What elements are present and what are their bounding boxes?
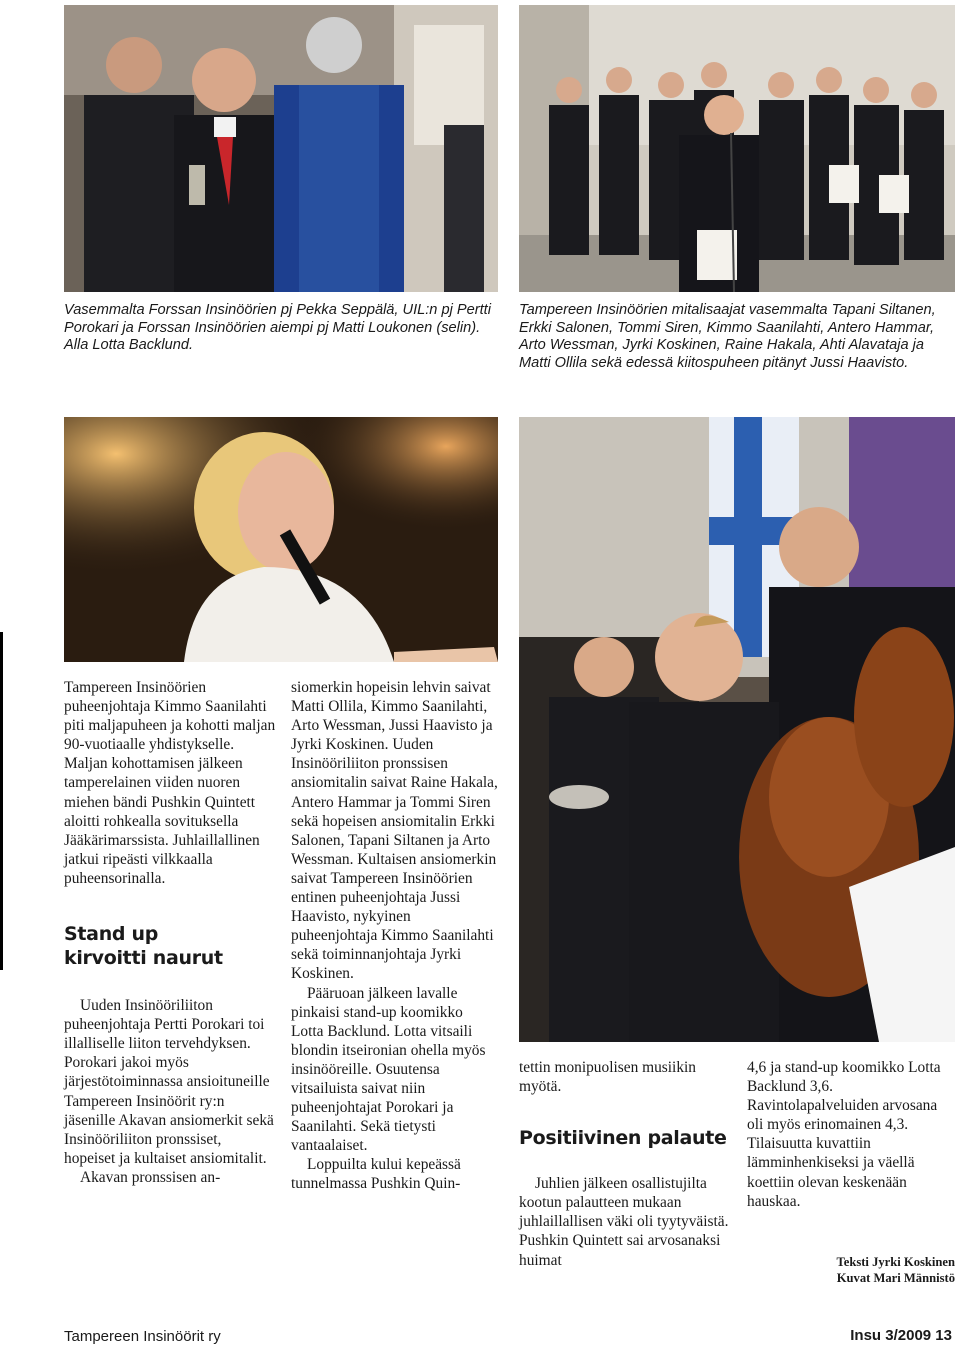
subheading-stand-up: Stand up kirvoitti naurut (64, 923, 223, 970)
article-column-4 (747, 1058, 955, 1211)
paragraph-evening: Loppuilta kului kepeässä tunnelmassa Pushkin Quin- (291, 1156, 461, 1193)
photo-reception (64, 5, 498, 292)
paragraph-standup: Pääruoan jälkeen lavalle pinkaisi stand-up koomikko Lotta Backlund. Lotta vitsaili blondin itseironian ohella myös insinööreille. Osuutensa vitsailuista saivat niin puheenjohtajat Porokari ja Saanilahti. Sekä tietysti vantaalaiset. (291, 984, 486, 1155)
credits (747, 1254, 955, 1286)
paragraph-medals: siomerkin hopeisin lehvin saivat Matti Ollila, Kimmo Saanilahti, Arto Wessman, Jussi Haavisto ja Jyrki Koskinen. Uuden Insinööriliiton pronssisen ansiomitalin saivat Raine Hakala, Antero Hammar ja Tommi Siren sekä hopeisen ansiomitalin Erkki Salonen, Tapani Siltanen ja Arto Wessman. Kultaisen ansiomerkin saivat Tampereen Insinöörien entinen puheenjohtaja Jussi Haavisto, nykyinen puheenjohtaja Kimmo Saanilahti sekä toiminnanjohtaja Jyrki Koskinen. (291, 679, 498, 983)
credit-photos: Kuvat Mari Männistö (836, 1271, 955, 1285)
article-column-1 (64, 678, 276, 1187)
subheading-feedback: Positiivinen palaute (519, 1127, 727, 1150)
footer-publisher: Tampereen Insinöörit ry (64, 1328, 221, 1345)
paragraph-feedback: Juhlien jälkeen osallistujilta kootun palautteen mukaan juhlaillallisen väki oli tyytyväistä. Pushkin Quintett sai arvosanaksi huimat (519, 1175, 729, 1269)
footer-issue-page: 3/2009 13 (885, 1327, 952, 1344)
paragraph-music: tettin monipuolisen musiikin myötä. (519, 1059, 696, 1096)
photo-speaker (64, 417, 498, 662)
paragraph-porokari: Uuden Insinööriliiton puheenjohtaja Pertti Porokari toi illalliselle liiton tervehdyksen. Porokari jakoi myös järjestötoiminnassa ansioituneille Tampereen Insinöörit ry:n jäsenille Akavan ansiomerkit sekä Insinööriliiton pronssiset, hopeiset ja kultaiset ansiomitalit. (64, 997, 274, 1167)
footer-magazine-name: Insu (850, 1327, 882, 1344)
article-column-3 (519, 1058, 729, 1270)
footer-issue (850, 1327, 952, 1344)
photo-medal-recipients (519, 5, 955, 292)
caption-reception: Vasemmalta Forssan Insinöörien pj Pekka Seppälä, UIL:n pj Pertti Porokari ja Forssan Insinöörien aiempi pj Matti Loukonen (selin). Alla Lotta Backlund. (64, 302, 491, 354)
paragraph-intro: Tampereen Insinöörien puheenjohtaja Kimmo Saanilahti piti maljapuheen ja kohotti maljan 90-vuotiaalle yhdistykselle. Maljan kohottamisen jälkeen tamperelainen viiden nuoren miehen bändi Pushkin Quintett aloitti rohkealla sovituksella Jääkärimarssista. Juhlaillallinen jatkui ripeästi vilkkaalla puheensorinalla. (64, 679, 276, 887)
credit-text: Teksti Jyrki Koskinen (836, 1255, 955, 1269)
article-column-2 (291, 678, 499, 1194)
paragraph-akava: Akavan pronssisen an- (80, 1168, 221, 1186)
margin-rule (0, 632, 3, 970)
paragraph-ratings: 4,6 ja stand-up koomikko Lotta Backlund 3,6. Ravintolapalveluiden arvosana oli myös erinomainen 4,3. Tilaisuutta kuvattiin lämminhenkiseksi ja väellä koettiin olevan keskenään hauskaa. (747, 1059, 941, 1210)
caption-medal-recipients: Tampereen Insinöörien mitalisaajat vasemmalta Tapani Siltanen, Erkki Salonen, Tommi Siren, Kimmo Saanilahti, Antero Hammar, Arto Wessman, Jyrki Koskinen, Raine Hakala, Ahti Alavataja ja Matti Ollila sekä edessä kiitospuheen pitänyt Jussi Haavisto. (519, 302, 936, 371)
photo-band (519, 417, 955, 1042)
